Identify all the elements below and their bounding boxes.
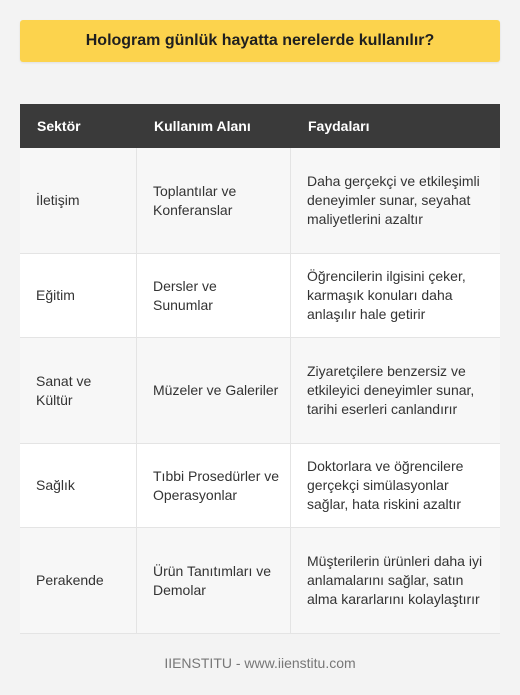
cell-sector: Perakende bbox=[20, 528, 137, 634]
sector-table bbox=[20, 104, 500, 634]
header-benefits: Faydaları bbox=[291, 104, 500, 148]
table-row bbox=[20, 254, 500, 338]
title-banner bbox=[20, 20, 500, 62]
cell-usage-area: Dersler ve Sunumlar bbox=[137, 254, 291, 338]
header-usage-area: Kullanım Alanı bbox=[137, 104, 291, 148]
cell-sector: Eğitim bbox=[20, 254, 137, 338]
cell-usage-area: Ürün Tanıtımları ve Demolar bbox=[137, 528, 291, 634]
cell-sector: İletişim bbox=[20, 148, 137, 254]
table-row bbox=[20, 528, 500, 634]
cell-benefits: Daha gerçekçi ve etkileşimli deneyimler sunar, seyahat maliyetlerini azaltır bbox=[291, 148, 500, 254]
page-title: Hologram günlük hayatta nerelerde kullanılır? bbox=[85, 32, 435, 49]
cell-usage-area: Toplantılar ve Konferanslar bbox=[137, 148, 291, 254]
cell-usage-area: Müzeler ve Galeriler bbox=[137, 338, 291, 444]
cell-benefits: Ziyaretçilere benzersiz ve etkileyici deneyimler sunar, tarihi eserleri canlandırır bbox=[291, 338, 500, 444]
cell-usage-area: Tıbbi Prosedürler ve Operasyonlar bbox=[137, 444, 291, 528]
cell-benefits: Öğrencilerin ilgisini çeker, karmaşık konuları daha anlaşılır hale getirir bbox=[291, 254, 500, 338]
cell-benefits: Doktorlara ve öğrencilere gerçekçi simülasyonlar sağlar, hata riskini azaltır bbox=[291, 444, 500, 528]
table-header-row bbox=[20, 104, 500, 148]
cell-benefits: Müşterilerin ürünleri daha iyi anlamalarını sağlar, satın alma kararlarını kolaylaştırır bbox=[291, 528, 500, 634]
header-sector: Sektör bbox=[20, 104, 137, 148]
table-row bbox=[20, 148, 500, 254]
cell-sector: Sağlık bbox=[20, 444, 137, 528]
footer-credit: IIENSTITU - www.iienstitu.com bbox=[164, 655, 356, 671]
table-row bbox=[20, 338, 500, 444]
cell-sector: Sanat ve Kültür bbox=[20, 338, 137, 444]
table-row bbox=[20, 444, 500, 528]
